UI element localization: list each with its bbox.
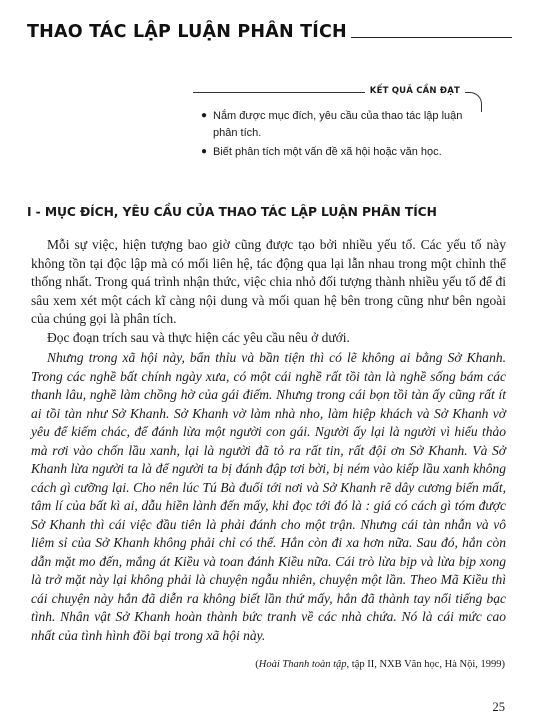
page-title-text: THAO TÁC LẬP LUẬN PHÂN TÍCH: [27, 22, 347, 42]
excerpt-paragraph: Nhưng trong xã hội này, bẩn thỉu và bần tiện thì có lẽ không ai bằng Sở Khanh. Trong các nghề bất chính ngày xưa, có một cái nghề rất tồi tàn là nghề sống bám các thanh lâu, nghề làm chồng hờ của gái điếm. Nhưng trong cái bọn tồi tàn ấy cũng rất ít ai tồi tàn như Sở Khanh. Sở Khanh vờ làm nhà nho, làm hiệp khách và Sở Khanh vờ yêu để kiếm chác, để đánh lừa một người con gái. Người ấy lại là người vì hiếu thảo mà rơi vào chốn lầu xanh, lại là người đã tỏ ra rất tin, rất đội ơn Sở Khanh. Và Sở Khanh lừa người ta là để người ta bị đánh đập tơi bời, bị ném vào kiếp lầu xanh không cách gì cưỡng lại. Cho nên lúc Tú Bà đuổi tới nơi và Sở Khanh rẽ dây cương biến mất, tâm lí của bất kì ai, dẫu hiền lành đến mấy, khi đọc tới đó là : giá có cách gì tóm được Sở Khanh thì cái việc đầu tiên là phải đánh cho một trận. Nhưng cái tàn nhẫn và vô liêm sỉ của Sở Khanh không phải chỉ có thế. Hắn còn đi xa hơn nữa. Sau đó, hắn còn dẫn mặt mo đến, mắng át Kiều và toan đánh Kiều nữa. Cái trò lừa bịp và lừa bịp xong là trở mặt này lại không phải là chuyện ngẫu nhiên, chuyện một lần. Theo Mã Kiều thì cái chuyện này hắn đã diễn ra không biết lần thứ mấy, hắn đã thành tay nổi tiếng bạc tình. Nhân vật Sở Khanh hoàn thành bức tranh về các nhà chứa. Nó là cái mức cao nhất của tình hình đồi bại trong xã hội này.: [31, 350, 506, 643]
section-heading: I - MỤC ĐÍCH, YÊU CẦU CỦA THAO TÁC LẬP LUẬN PHÂN TÍCH: [27, 205, 437, 219]
title-rule: [351, 37, 512, 38]
page-title: [27, 22, 512, 42]
citation: [255, 659, 505, 670]
citation-open: (: [255, 659, 259, 670]
results-list: [201, 108, 481, 164]
instruction-paragraph: Đọc đoạn trích sau và thực hiện các yêu cầu nêu ở dưới.: [47, 330, 350, 345]
bullet-icon: ●: [201, 146, 208, 157]
body-paragraph: Mỗi sự việc, hiện tượng bao giờ cũng được tạo bởi nhiều yếu tố. Các yếu tố này không tồn tại độc lập mà có mối liên hệ, tác động qua lại lẫn nhau trong một chỉnh thể thống nhất. Trong quá trình nhận thức, việc chia nhỏ đối tượng thành nhiều yếu tố để đi sâu xem xét một cách kĩ càng nội dung và mối quan hệ bên trong cũng như bên ngoài của chúng gọi là phân tích.: [31, 237, 506, 326]
citation-rest: , tập II, NXB Văn học, Hà Nội, 1999): [346, 659, 505, 670]
results-item: [201, 108, 481, 141]
results-item-text: Biết phân tích một vấn đề xã hội hoặc văn học.: [213, 146, 442, 158]
citation-source: Hoài Thanh toàn tập: [258, 659, 347, 670]
bullet-icon: ●: [201, 110, 208, 121]
results-heading: KẾT QUẢ CẦN ĐẠT: [365, 86, 465, 96]
results-item-text: Nắm được mục đích, yêu cầu của thao tác lập luận phân tích.: [213, 110, 463, 139]
results-item: [201, 144, 481, 161]
page-number: 25: [492, 700, 505, 714]
